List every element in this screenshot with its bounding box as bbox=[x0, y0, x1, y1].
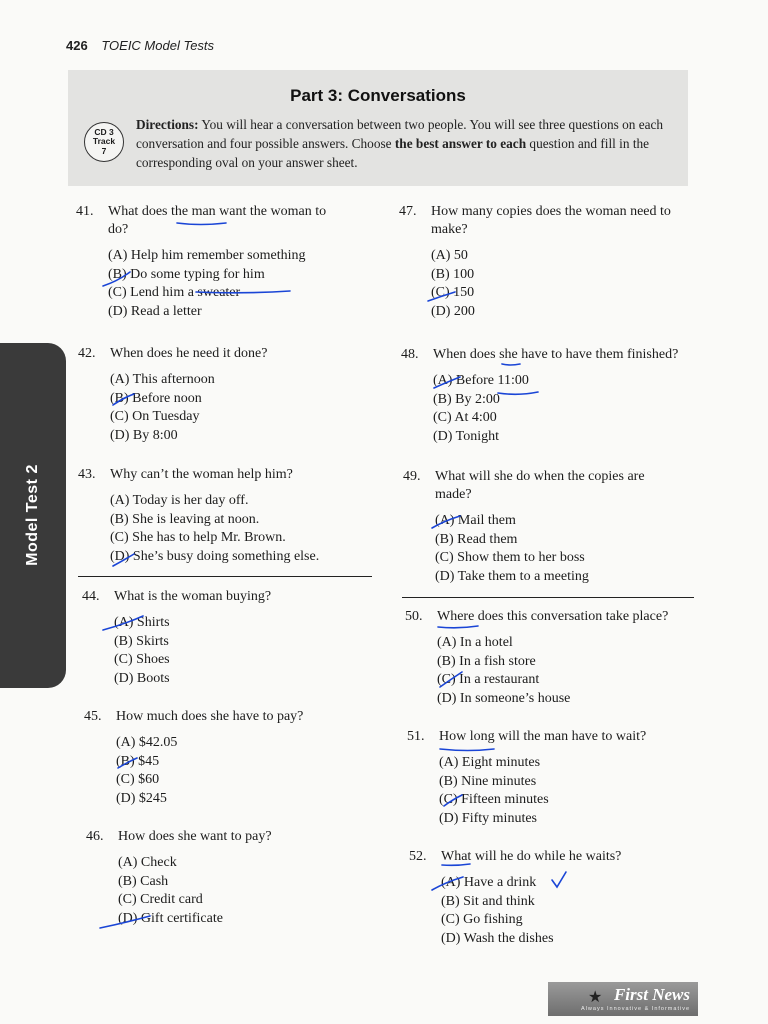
question-52 bbox=[409, 848, 699, 948]
answer-option[interactable]: (B) $45 bbox=[116, 753, 160, 769]
question-number: 47. bbox=[399, 204, 417, 219]
question-stem bbox=[76, 203, 338, 239]
answer-option[interactable]: (D) In someone’s house bbox=[437, 690, 571, 706]
divider-left bbox=[78, 576, 372, 577]
answer-option[interactable]: (D) Fifty minutes bbox=[439, 810, 537, 826]
answer-option[interactable]: (D) Gift certificate bbox=[118, 910, 223, 926]
answer-option[interactable]: (D) By 8:00 bbox=[110, 427, 178, 443]
part-title: Part 3: Conversations bbox=[290, 86, 466, 105]
question-number: 41. bbox=[76, 204, 94, 219]
question-text: How does she want to pay? bbox=[118, 829, 272, 844]
directions-label: Directions: bbox=[136, 117, 199, 132]
answer-option[interactable]: (C) Fifteen minutes bbox=[439, 792, 549, 807]
question-text: How many copies does the woman need to make? bbox=[431, 204, 671, 237]
question-text: Where does this conversation take place? bbox=[437, 609, 669, 624]
question-41 bbox=[76, 203, 338, 321]
question-stem bbox=[86, 828, 348, 846]
answer-options bbox=[439, 754, 697, 828]
answer-option[interactable]: (C) Credit card bbox=[118, 892, 203, 907]
answer-option[interactable]: (A) Before 11:00 bbox=[433, 373, 529, 388]
answer-option[interactable]: (D) Boots bbox=[114, 670, 170, 686]
question-number: 42. bbox=[78, 346, 96, 361]
question-46 bbox=[86, 828, 348, 928]
answer-option[interactable]: (C) Lend him a sweater bbox=[108, 285, 241, 300]
answer-option[interactable]: (C) $60 bbox=[116, 772, 160, 787]
publisher-logo bbox=[548, 982, 698, 1016]
answer-option[interactable]: (B) Read them bbox=[435, 531, 518, 547]
question-number: 45. bbox=[84, 709, 102, 724]
answer-option[interactable]: (D) $245 bbox=[116, 790, 167, 806]
track-label: Track bbox=[92, 136, 116, 147]
answer-options bbox=[431, 247, 689, 321]
question-stem bbox=[78, 345, 340, 363]
answer-options bbox=[437, 634, 695, 708]
question-text: What is the woman buying? bbox=[114, 589, 272, 604]
answer-options bbox=[441, 874, 699, 948]
directions-emphasis: the best answer to each bbox=[394, 136, 527, 151]
answer-option[interactable]: (B) Nine minutes bbox=[439, 773, 537, 789]
question-48 bbox=[401, 346, 691, 446]
question-text: When does he need it done? bbox=[110, 346, 268, 361]
question-50 bbox=[405, 608, 695, 708]
question-49 bbox=[403, 468, 653, 586]
question-number: 49. bbox=[403, 469, 421, 484]
answer-options bbox=[433, 372, 691, 446]
answer-option[interactable]: (A) In a hotel bbox=[437, 635, 513, 650]
answer-option[interactable]: (A) This afternoon bbox=[110, 372, 215, 387]
question-text: How much does she have to pay? bbox=[116, 709, 304, 724]
question-text: What will she do when the copies are made? bbox=[435, 469, 645, 502]
answer-option[interactable]: (D) She’s busy doing something else. bbox=[110, 548, 320, 564]
cd-label: CD 3 bbox=[94, 126, 114, 137]
answer-option[interactable]: (B) Cash bbox=[118, 873, 169, 889]
question-stem bbox=[403, 468, 653, 504]
cd-track-icon bbox=[84, 122, 124, 162]
answer-options bbox=[116, 734, 346, 808]
question-number: 43. bbox=[78, 467, 96, 482]
answer-option[interactable]: (A) Eight minutes bbox=[439, 755, 541, 770]
question-stem bbox=[409, 848, 699, 866]
answer-option[interactable]: (C) In a restaurant bbox=[437, 672, 540, 687]
answer-option[interactable]: (A) $42.05 bbox=[116, 735, 178, 750]
question-stem bbox=[405, 608, 695, 626]
question-text: What will he do while he waits? bbox=[441, 849, 622, 864]
divider-right bbox=[402, 597, 694, 598]
question-text: When does she have to have them finished? bbox=[433, 347, 679, 362]
answer-option[interactable]: (A) Help him remember something bbox=[108, 248, 306, 263]
question-stem bbox=[78, 466, 378, 484]
directions-text bbox=[136, 115, 676, 172]
answer-option[interactable]: (A) Have a drink bbox=[441, 875, 537, 890]
question-number: 52. bbox=[409, 849, 427, 864]
question-number: 51. bbox=[407, 729, 425, 744]
answer-option[interactable]: (C) 150 bbox=[431, 285, 475, 300]
page-header bbox=[66, 38, 214, 53]
question-stem bbox=[401, 346, 691, 364]
directions-part-1: You will hear a conversation between two people. You will see three questions on each conversation and four possible answers. Choose bbox=[136, 117, 664, 151]
book-title: TOEIC Model Tests bbox=[101, 38, 215, 53]
answer-option[interactable]: (C) Show them to her boss bbox=[435, 550, 585, 565]
answer-option[interactable]: (B) Sit and think bbox=[441, 893, 535, 909]
side-tab bbox=[0, 343, 66, 688]
side-tab-label: Model Test 2 bbox=[24, 464, 41, 566]
question-text: What does the man want the woman to do? bbox=[108, 204, 327, 237]
question-number: 44. bbox=[82, 589, 100, 604]
question-text: How long will the man have to wait? bbox=[439, 729, 647, 744]
answer-option[interactable]: (B) Do some typing for him bbox=[108, 266, 265, 282]
answer-option[interactable]: (A) Shirts bbox=[114, 615, 170, 630]
answer-options bbox=[435, 512, 653, 586]
answer-option[interactable]: (D) Take them to a meeting bbox=[435, 568, 589, 584]
answer-option[interactable]: (C) Go fishing bbox=[441, 912, 523, 927]
question-42 bbox=[78, 345, 340, 445]
answer-option[interactable]: (B) By 2:00 bbox=[433, 391, 500, 407]
question-number: 46. bbox=[86, 829, 104, 844]
question-stem bbox=[82, 588, 344, 606]
page-number: 426 bbox=[66, 38, 88, 53]
answer-option[interactable]: (D) Read a letter bbox=[108, 303, 202, 319]
question-number: 50. bbox=[405, 609, 423, 624]
answer-option[interactable]: (A) 50 bbox=[431, 248, 468, 263]
question-stem bbox=[84, 708, 346, 726]
answer-option[interactable]: (A) Today is her day off. bbox=[110, 493, 249, 508]
publisher-name: First News bbox=[613, 985, 690, 1004]
answer-option[interactable]: (B) She is leaving at noon. bbox=[110, 511, 260, 527]
answer-options bbox=[108, 247, 338, 321]
directions-box bbox=[68, 70, 688, 186]
question-number: 48. bbox=[401, 347, 419, 362]
question-44 bbox=[82, 588, 344, 688]
track-number: 7 bbox=[101, 145, 107, 156]
publisher-tagline: Always Innovative & Informative bbox=[581, 1006, 690, 1012]
question-stem bbox=[399, 203, 689, 239]
answer-options bbox=[118, 854, 348, 928]
question-text: Why can’t the woman help him? bbox=[110, 467, 293, 482]
answer-option[interactable]: (B) In a fish store bbox=[437, 653, 536, 669]
answer-option[interactable]: (C) Shoes bbox=[114, 652, 170, 667]
answer-option[interactable]: (D) Tonight bbox=[433, 428, 500, 444]
answer-option[interactable]: (D) 200 bbox=[431, 303, 475, 319]
answer-option[interactable]: (A) Check bbox=[118, 855, 177, 870]
question-45 bbox=[84, 708, 346, 808]
directions-part-2: question and fill in the corresponding oval on your answer sheet. bbox=[136, 136, 650, 170]
question-47 bbox=[399, 203, 689, 321]
answer-option[interactable]: (C) At 4:00 bbox=[433, 410, 497, 425]
answer-options bbox=[114, 614, 344, 688]
answer-option[interactable]: (C) She has to help Mr. Brown. bbox=[110, 530, 286, 545]
question-stem bbox=[407, 728, 697, 746]
answer-option[interactable]: (B) 100 bbox=[431, 266, 475, 282]
answer-options bbox=[110, 371, 340, 445]
answer-option[interactable]: (B) Skirts bbox=[114, 633, 169, 649]
answer-options bbox=[110, 492, 378, 566]
question-51 bbox=[407, 728, 697, 828]
answer-option[interactable]: (C) On Tuesday bbox=[110, 409, 200, 424]
answer-option[interactable]: (B) Before noon bbox=[110, 390, 202, 406]
star-icon: ★ bbox=[588, 989, 603, 1006]
question-43 bbox=[78, 466, 378, 566]
answer-option[interactable]: (D) Wash the dishes bbox=[441, 930, 554, 946]
answer-option[interactable]: (A) Mail them bbox=[435, 513, 516, 528]
